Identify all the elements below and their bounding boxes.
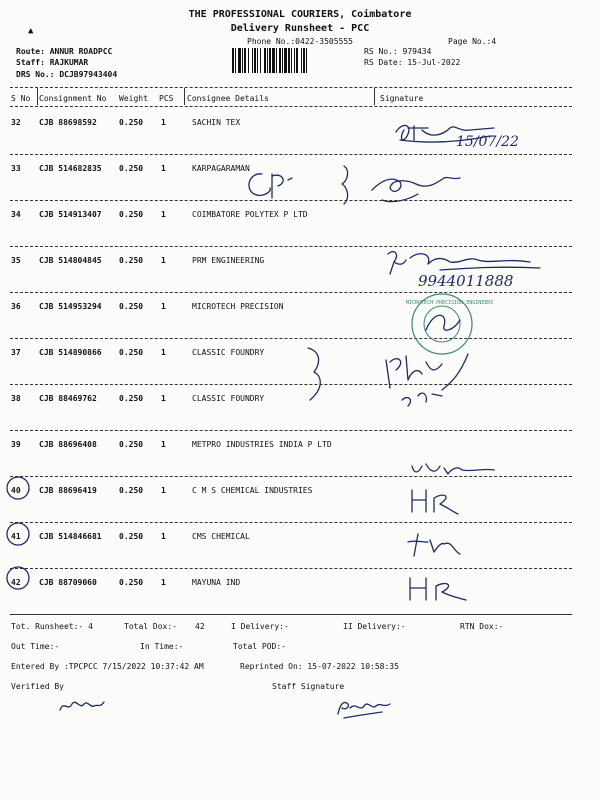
row-weight: 0.250 <box>119 164 144 173</box>
table-row <box>0 570 600 616</box>
row-consignment-no: CJB 88696419 <box>39 486 97 495</box>
row-weight: 0.250 <box>119 532 144 541</box>
divider <box>10 87 572 88</box>
row-weight: 0.250 <box>119 440 144 449</box>
signature-row-42 <box>404 572 474 604</box>
row-sno: 40 <box>11 486 21 495</box>
row-sno: 34 <box>11 210 21 219</box>
total-pod: Total POD:- <box>233 642 286 651</box>
col-sno: S No <box>11 94 31 103</box>
page-number: Page No.:4 <box>448 37 497 46</box>
staff-signature <box>334 694 394 722</box>
signature-row-41 <box>404 530 464 560</box>
row-pcs: 1 <box>161 118 166 127</box>
row-weight: 0.250 <box>119 578 144 587</box>
runsheet-title: Delivery Runsheet - PCC <box>230 23 370 34</box>
row-weight: 0.250 <box>119 302 144 311</box>
row-pcs: 1 <box>161 532 166 541</box>
row-consignee: SACHIN TEX <box>192 118 241 127</box>
row-sno: 35 <box>11 256 21 265</box>
row-consignment-no: CJB 88469762 <box>39 394 97 403</box>
in-time: In Time:- <box>140 642 184 651</box>
row-pcs: 1 <box>161 256 166 265</box>
row-pcs: 1 <box>161 348 166 357</box>
rtn-dox: RTN Dox:- <box>460 622 504 631</box>
i-delivery: I Delivery:- <box>231 622 289 631</box>
row-pcs: 1 <box>161 486 166 495</box>
signature-row-40 <box>404 484 464 518</box>
row-weight: 0.250 <box>119 118 144 127</box>
row-consignee: METPRO INDUSTRIES INDIA P LTD <box>192 440 332 449</box>
row-weight: 0.250 <box>119 486 144 495</box>
row-consignee: C M S CHEMICAL INDUSTRIES <box>192 486 313 495</box>
signature-row-33-34 <box>232 160 472 212</box>
entered-by: Entered By :TPCPCC 7/15/2022 10:37:42 AM <box>11 662 204 671</box>
row-consignment-no: CJB 514953294 <box>39 302 102 311</box>
col-signature: Signature <box>380 94 424 103</box>
circled-numbers-marks <box>4 470 40 590</box>
row-sno: 37 <box>11 348 21 357</box>
signature-row-37-38 <box>372 340 482 418</box>
total-dox-value: 42 <box>195 622 205 631</box>
table-row <box>0 294 600 340</box>
table-row <box>0 524 600 570</box>
row-sno: 33 <box>11 164 21 173</box>
total-dox-label: Total Dox:- <box>124 622 177 631</box>
row-divider <box>10 430 572 431</box>
row-consignment-no: CJB 514913407 <box>39 210 102 219</box>
row-consignment-no: CJB 88698592 <box>39 118 97 127</box>
verified-by: Verified By <box>11 682 64 691</box>
corner-mark-icon: ▲ <box>28 26 34 36</box>
footer-divider <box>10 614 572 615</box>
out-time: Out Time:- <box>11 642 60 651</box>
handwritten-date: 15/07/22 <box>456 134 519 150</box>
staff: Staff: RAJKUMAR <box>16 58 89 67</box>
verified-signature <box>56 694 106 718</box>
row-consignee: MAYUNA IND <box>192 578 241 587</box>
phone-number: Phone No.:0422-3505555 <box>247 37 353 46</box>
route: Route: ANNUR ROADPCC <box>16 47 113 56</box>
rs-number: RS No.: 979434 <box>364 47 432 56</box>
col-consignee: Consignee Details <box>187 94 269 103</box>
table-row <box>0 432 600 478</box>
reprinted-on: Reprinted On: 15-07-2022 10:58:35 <box>240 662 399 671</box>
row-pcs: 1 <box>161 302 166 311</box>
staff-signature-label: Staff Signature <box>272 682 345 691</box>
row-sno: 38 <box>11 394 21 403</box>
row-weight: 0.250 <box>119 256 144 265</box>
row-consignment-no: CJB 514804845 <box>39 256 102 265</box>
row-consignee: MICROTECH PRECISION <box>192 302 284 311</box>
row-consignee: CMS CHEMICAL <box>192 532 250 541</box>
rs-date: RS Date: 15-Jul-2022 <box>364 58 461 67</box>
row-divider <box>10 568 572 569</box>
row-sno: 41 <box>11 532 21 541</box>
row-divider <box>10 384 572 385</box>
row-weight: 0.250 <box>119 210 144 219</box>
row-consignee: PRM ENGINEERING <box>192 256 265 265</box>
row-consignment-no: CJB 514682835 <box>39 164 102 173</box>
company-name: THE PROFESSIONAL COURIERS, Coimbatore <box>188 9 412 20</box>
row-pcs: 1 <box>161 394 166 403</box>
row-consignment-no: CJB 514846681 <box>39 532 102 541</box>
drs-number: DRS No.: DCJB97943404 <box>16 70 118 79</box>
col-pcs: PCS <box>159 94 174 103</box>
brace-mark <box>300 344 340 404</box>
row-pcs: 1 <box>161 210 166 219</box>
row-pcs: 1 <box>161 578 166 587</box>
col-consignment: Consignment No <box>39 94 107 103</box>
row-consignment-no: CJB 514890866 <box>39 348 102 357</box>
row-weight: 0.250 <box>119 394 144 403</box>
tot-runsheet: Tot. Runsheet:- 4 <box>11 622 93 631</box>
row-sno: 39 <box>11 440 21 449</box>
row-consignee: CLASSIC FOUNDRY <box>192 348 265 357</box>
row-divider <box>10 522 572 523</box>
stamp-text: MICROTECH PRECISION ENGINEERS <box>406 300 494 306</box>
col-weight: Weight <box>119 94 148 103</box>
handwritten-phone: 9944011888 <box>418 272 514 290</box>
row-consignment-no: CJB 88709060 <box>39 578 97 587</box>
row-sno: 42 <box>11 578 21 587</box>
row-sno: 36 <box>11 302 21 311</box>
row-weight: 0.250 <box>119 348 144 357</box>
row-consignment-no: CJB 88696408 <box>39 440 97 449</box>
row-pcs: 1 <box>161 164 166 173</box>
divider <box>10 106 572 107</box>
row-consignee: CLASSIC FOUNDRY <box>192 394 265 403</box>
ii-delivery: II Delivery:- <box>343 622 406 631</box>
barcode <box>232 48 354 73</box>
row-consignee: KARPAGARAMAN <box>192 164 250 173</box>
table-row <box>0 478 600 524</box>
signature-row-39 <box>400 456 500 482</box>
row-sno: 32 <box>11 118 21 127</box>
row-pcs: 1 <box>161 440 166 449</box>
row-consignee: COIMBATORE POLYTEX P LTD <box>192 210 308 219</box>
